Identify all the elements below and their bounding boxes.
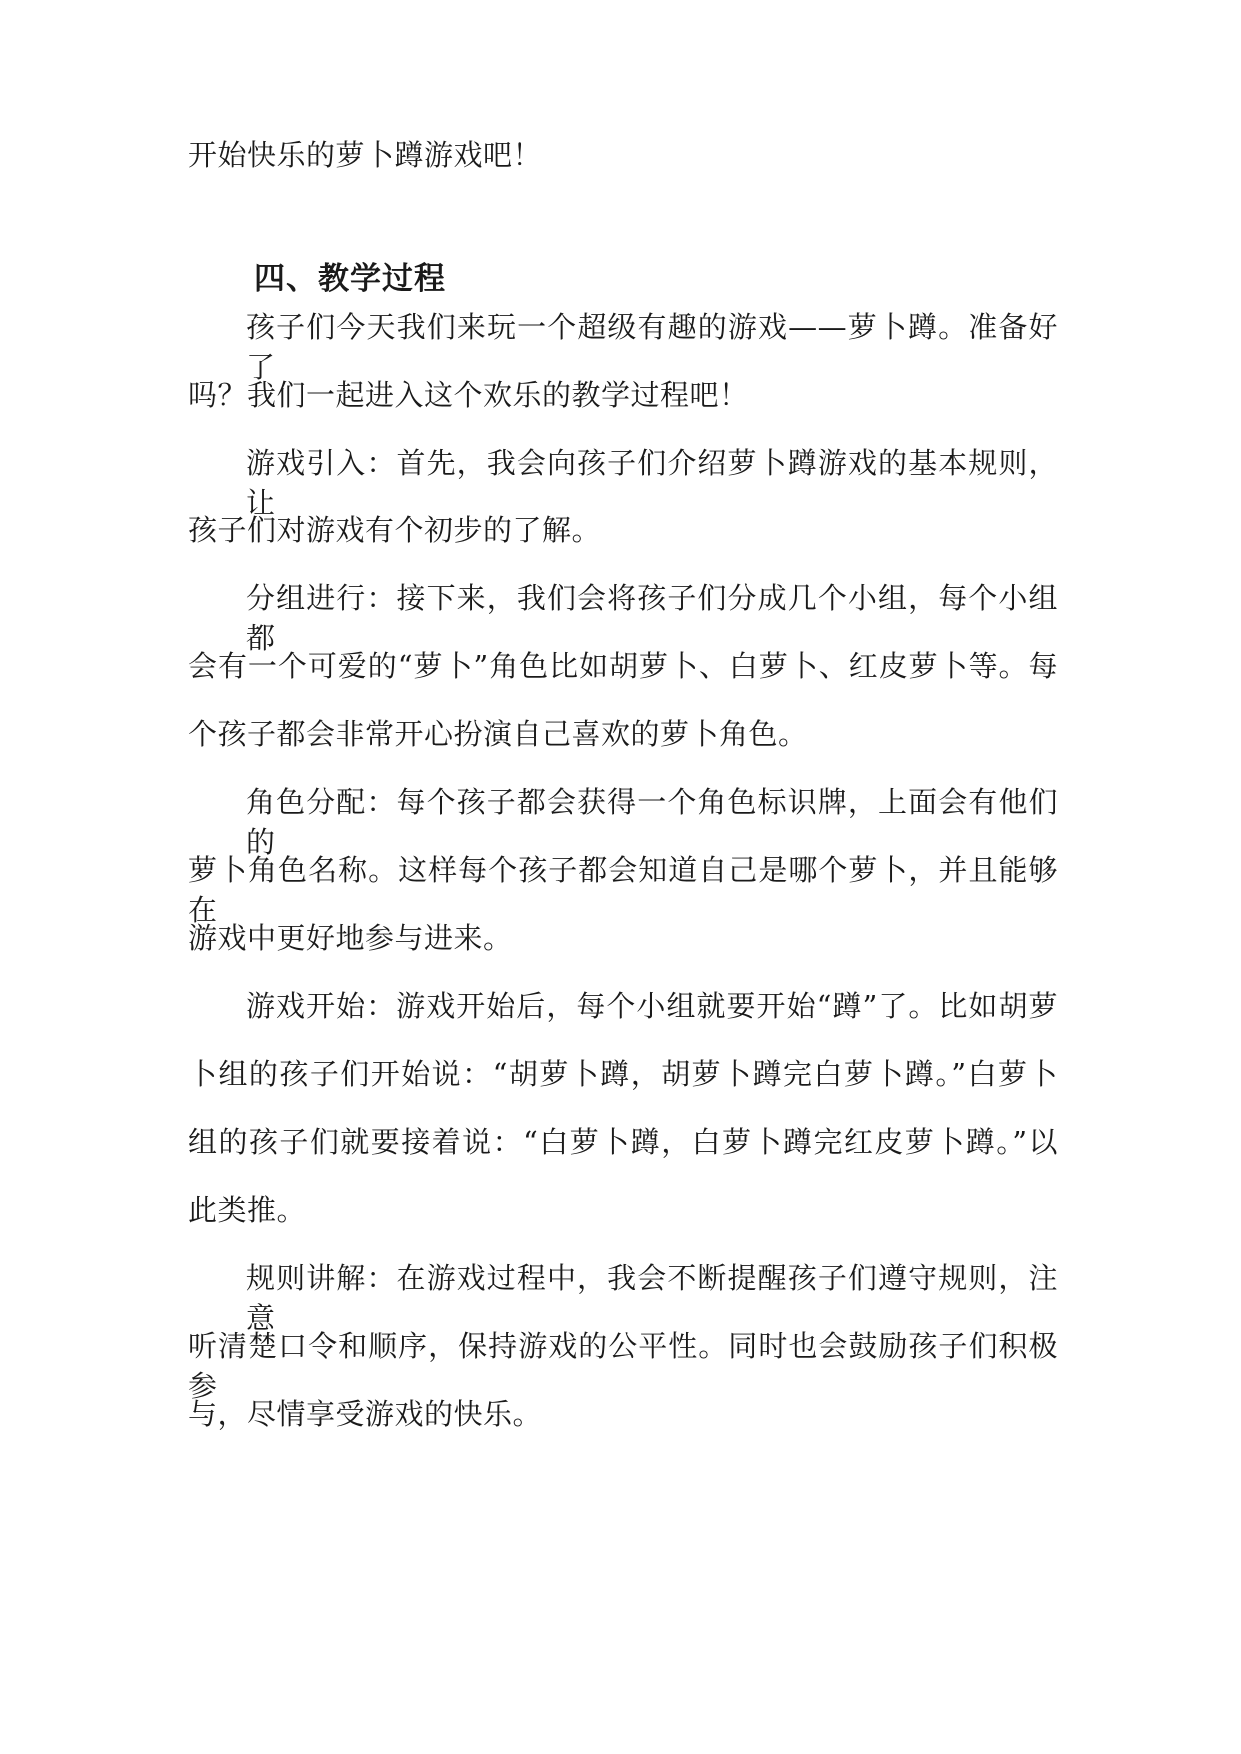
paragraph-1-line-1: 孩子们今天我们来玩一个超级有趣的游戏——萝卜蹲。准备好了 xyxy=(246,310,1058,384)
paragraph-3-line-3: 个孩子都会非常开心扮演自己喜欢的萝卜角色。 xyxy=(188,717,808,751)
paragraph-5-line-1: 游戏开始：游戏开始后，每个小组就要开始“蹲”了。比如胡萝 xyxy=(246,989,1058,1023)
intro-closing-line: 开始快乐的萝卜蹲游戏吧！ xyxy=(188,138,543,172)
paragraph-6-line-2: 听清楚口令和顺序，保持游戏的公平性。同时也会鼓励孩子们积极参 xyxy=(188,1329,1058,1403)
paragraph-4-line-2: 萝卜角色名称。这样每个孩子都会知道自己是哪个萝卜，并且能够在 xyxy=(188,853,1058,927)
paragraph-3-line-1: 分组进行：接下来，我们会将孩子们分成几个小组，每个小组都 xyxy=(246,581,1058,655)
paragraph-2-line-1: 游戏引入：首先，我会向孩子们介绍萝卜蹲游戏的基本规则，让 xyxy=(246,446,1058,520)
paragraph-5-line-3: 组的孩子们就要接着说：“白萝卜蹲，白萝卜蹲完红皮萝卜蹲。”以 xyxy=(188,1125,1058,1159)
paragraph-2-line-2: 孩子们对游戏有个初步的了解。 xyxy=(188,513,602,547)
paragraph-1-line-2: 吗？我们一起进入这个欢乐的教学过程吧！ xyxy=(188,378,749,412)
paragraph-4-line-3: 游戏中更好地参与进来。 xyxy=(188,921,513,955)
section-heading: 四、教学过程 xyxy=(254,261,446,297)
paragraph-3-line-2: 会有一个可爱的“萝卜”角色比如胡萝卜、白萝卜、红皮萝卜等。每 xyxy=(188,649,1058,683)
paragraph-6-line-3: 与，尽情享受游戏的快乐。 xyxy=(188,1397,543,1431)
paragraph-5-line-4: 此类推。 xyxy=(188,1193,307,1227)
paragraph-4-line-1: 角色分配：每个孩子都会获得一个角色标识牌，上面会有他们的 xyxy=(246,785,1058,859)
paragraph-6-line-1: 规则讲解：在游戏过程中，我会不断提醒孩子们遵守规则，注意 xyxy=(246,1261,1058,1335)
paragraph-5-line-2: 卜组的孩子们开始说：“胡萝卜蹲，胡萝卜蹲完白萝卜蹲。”白萝卜 xyxy=(188,1057,1058,1091)
